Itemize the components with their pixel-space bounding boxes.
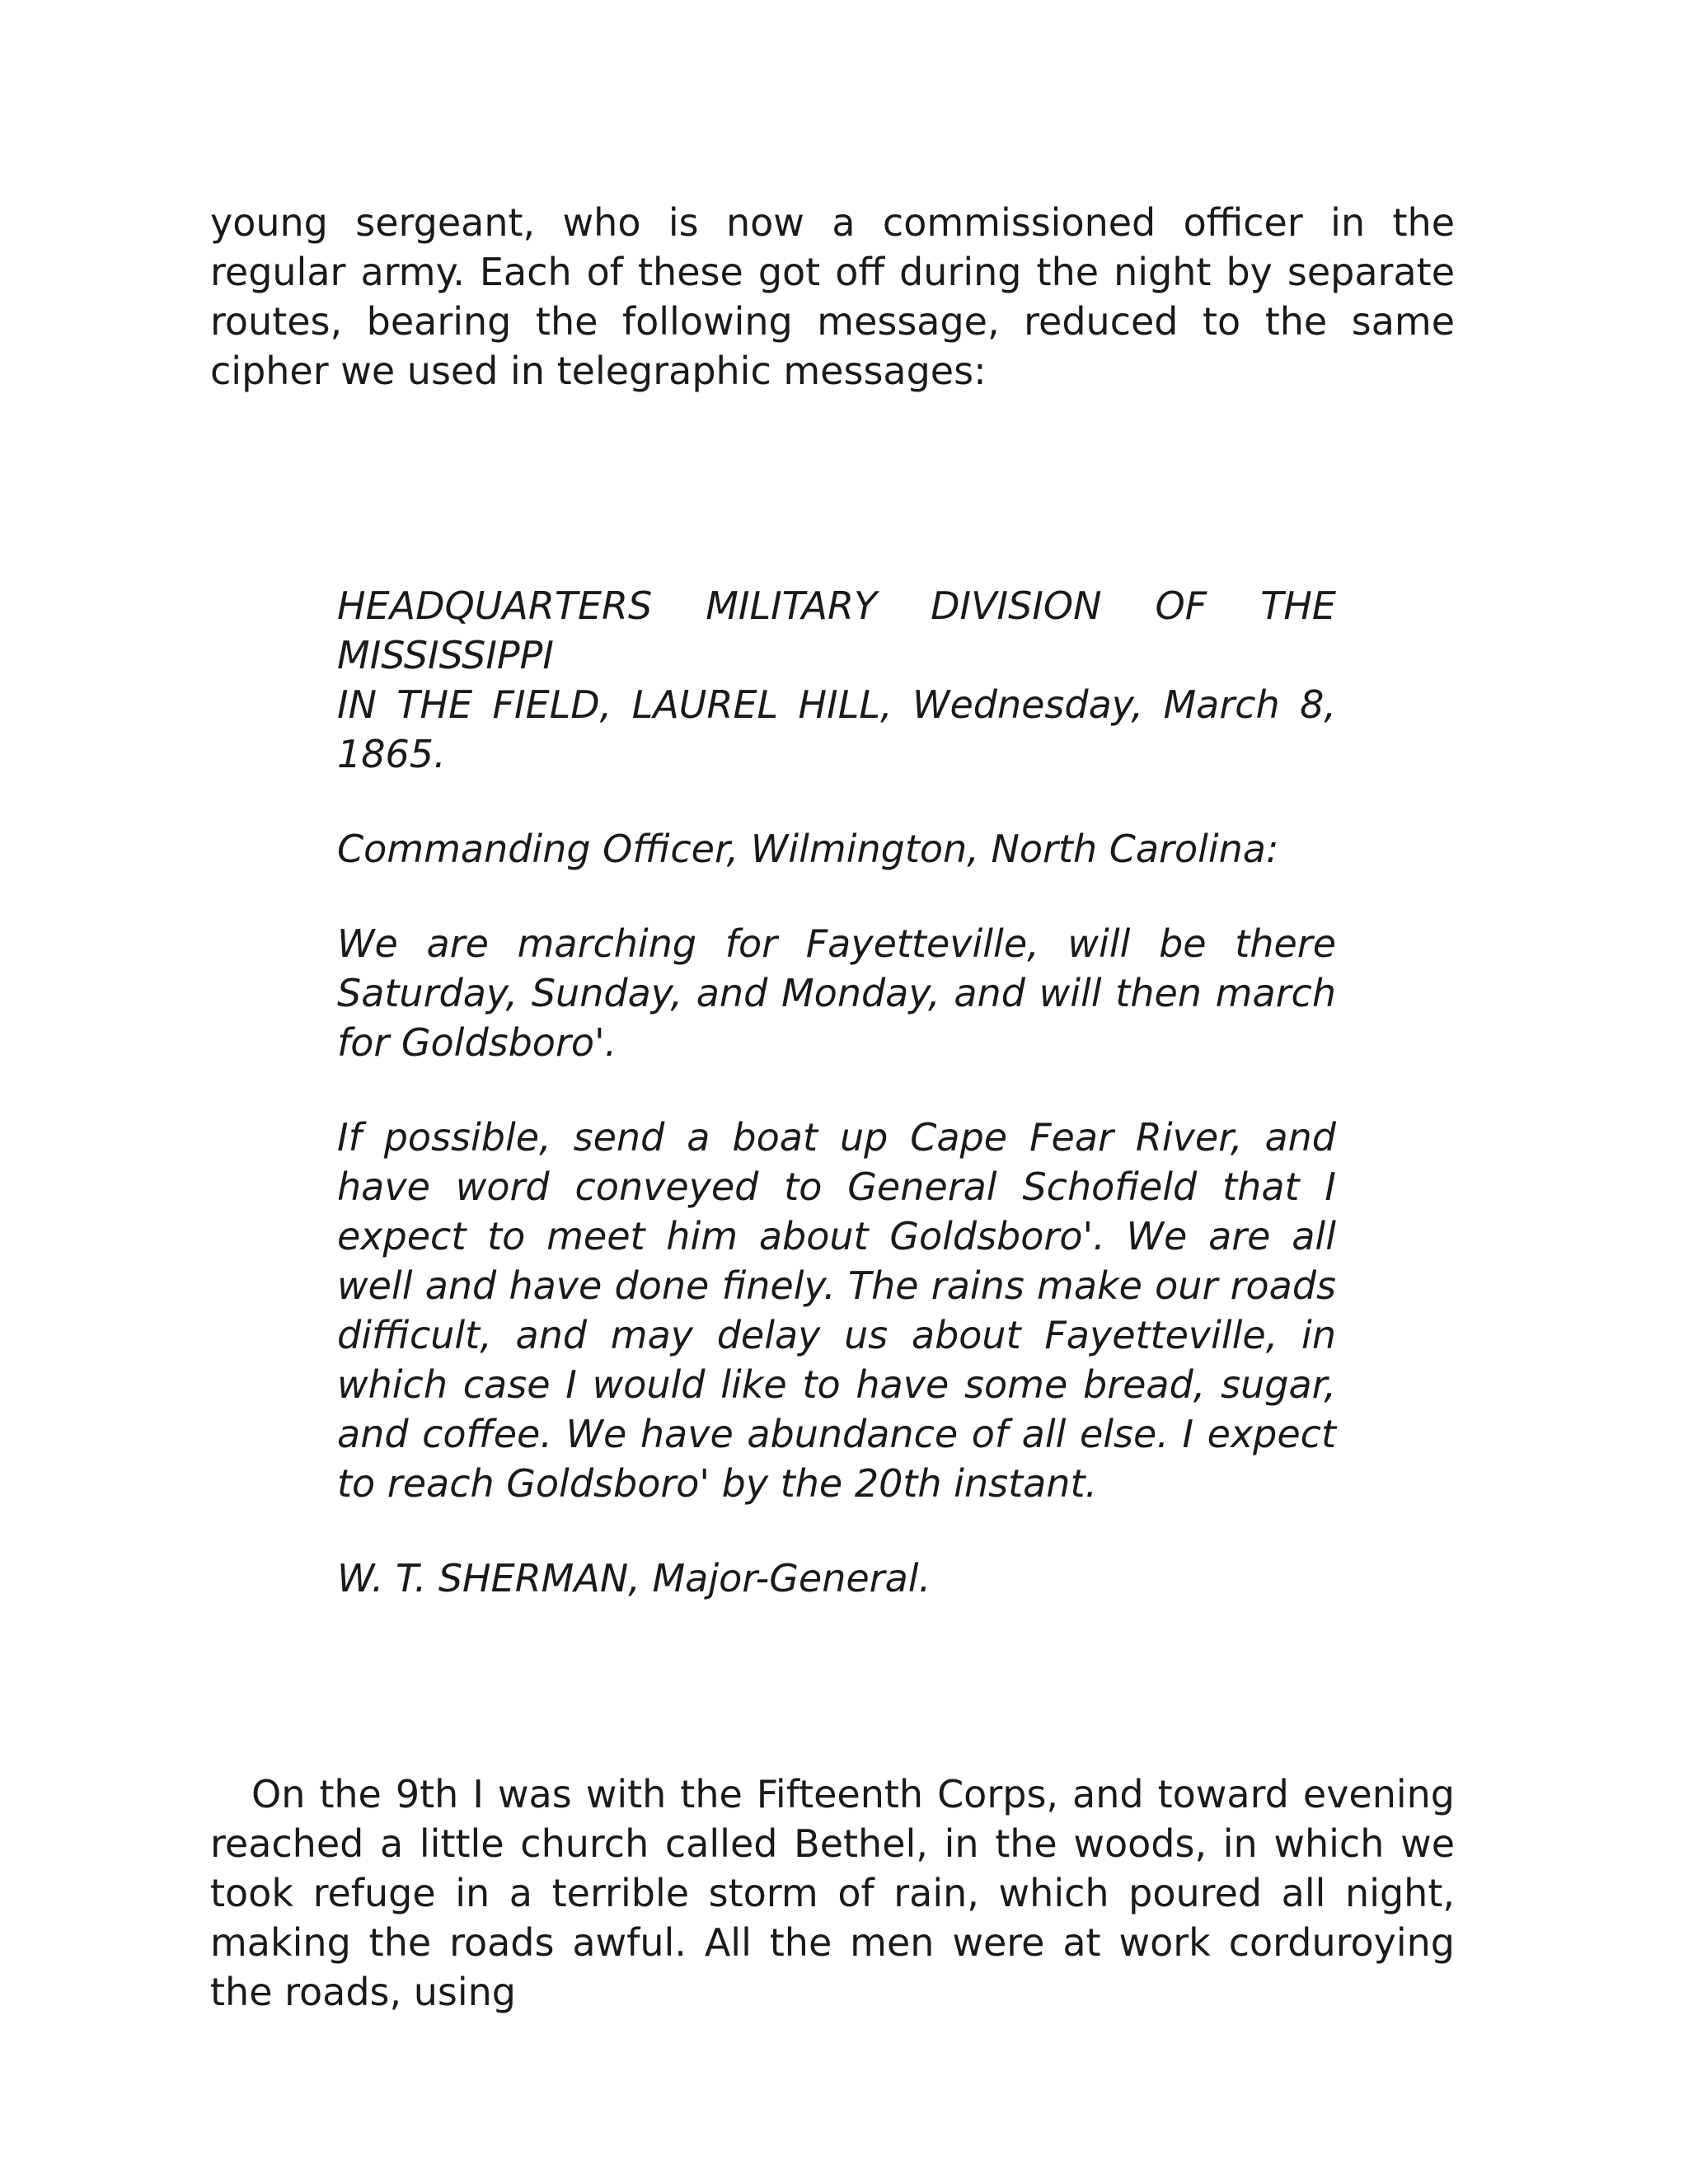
letter-body-paragraph-2: If possible, send a boat up Cape Fear River, and have word conveyed to General Schofield that I expect to meet him about Goldsboro'. We are all well and have done finely. The rains make our roads difficult, and may delay us about Fayetteville, in which case I would like to have some bread, sugar, and coffee. We have abundance of all else. I expect to reach Goldsboro' by the 20th instant.	[337, 1115, 1336, 1506]
closing-paragraph: On the 9th I was with the Fifteenth Corps, and toward evening reached a little church called Bethel, in the woods, in which we took refuge in a terrible storm of rain, which poured all night, making the roads awful. All the men were at work corduroying the roads, using	[210, 1772, 1455, 2014]
quoted-letter	[337, 581, 1336, 1603]
letter-heading-line2: IN THE FIELD, LAUREL HILL, Wednesday, March 8, 1865.	[337, 682, 1336, 776]
letter-salutation: Commanding Officer, Wilmington, North Carolina:	[337, 827, 1279, 871]
letter-body-paragraph-1: We are marching for Fayetteville, will be there Saturday, Sunday, and Monday, and will then march for Goldsboro'.	[337, 921, 1336, 1065]
letter-heading-line1: HEADQUARTERS MILITARY DIVISION OF THE MISSISSIPPI	[337, 583, 1336, 677]
letter-signature: W. T. SHERMAN, Major-General.	[337, 1556, 931, 1601]
intro-paragraph: young sergeant, who is now a commissioned officer in the regular army. Each of these got off during the night by separate routes, bearing the following message, reduced to the same cipher we used in telegraphic messages:	[210, 200, 1455, 393]
